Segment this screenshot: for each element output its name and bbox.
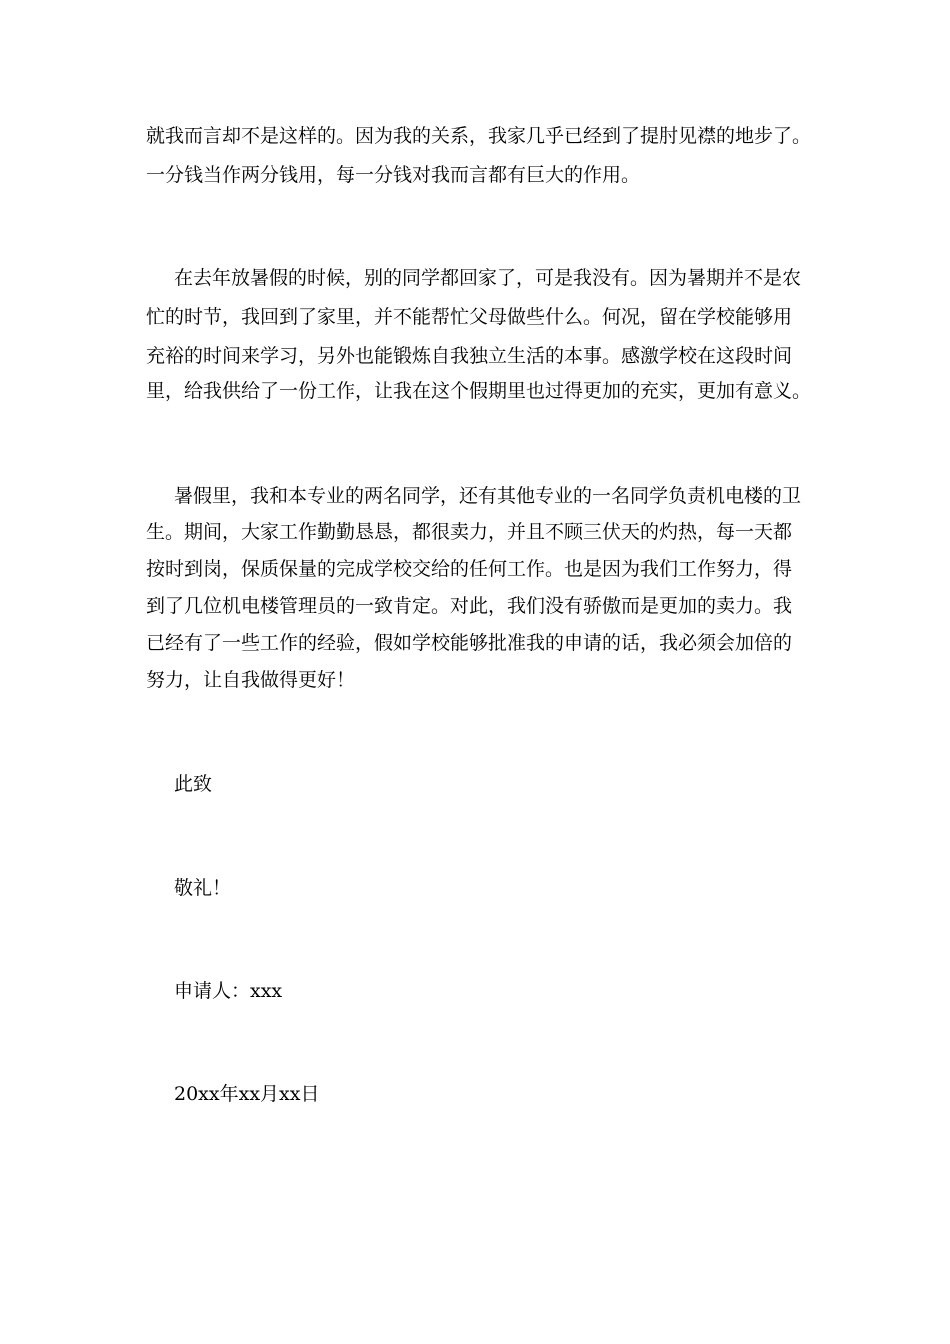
paragraph-3-line-3: 按时到岗，保质保量的完成学校交给的任何工作。也是因为我们工作努力，得 [146,558,793,580]
paragraph-3-line-2: 生。期间，大家工作勤勤恳恳，都很卖力，并且不顾三伏天的灼热，每一天都 [146,521,793,543]
paragraph-2-line-2: 忙的时节，我回到了家里，并不能帮忙父母做些什么。何况，留在学校能够用 [146,306,793,328]
paragraph-3-line-4: 到了几位机电楼管理员的一致肯定。对此，我们没有骄傲而是更加的卖力。我 [146,595,793,617]
paragraph-3-line-6: 努力，让自我做得更好！ [146,669,356,691]
paragraph-3-line-5: 已经有了一些工作的经验，假如学校能够批准我的申请的话，我必须会加倍的 [146,632,793,654]
paragraph-2-line-1: 在去年放暑假的时候，别的同学都回家了，可是我没有。因为暑期并不是农 [174,267,802,289]
paragraph-3-line-1: 暑假里，我和本专业的两名同学，还有其他专业的一名同学负责机电楼的卫 [174,485,802,507]
application-date: 20xx年xx月xx日 [174,1083,320,1105]
paragraph-1-line-2: 一分钱当作两分钱用，每一分钱对我而言都有巨大的作用。 [146,164,641,186]
paragraph-2-line-4: 里，给我供给了一份工作，让我在这个假期里也过得更加的充实，更加有意义。 [146,380,812,402]
applicant-name: 申请人：xxx [174,980,283,1002]
closing-regards: 敬礼！ [174,877,232,899]
paragraph-2-line-3: 充裕的时间来学习，另外也能锻炼自我独立生活的本事。感激学校在这段时间 [146,345,793,367]
paragraph-1-line-1: 就我而言却不是这样的。因为我的关系，我家几乎已经到了提肘见襟的地步了。 [146,125,812,147]
closing-salutation: 此致 [174,773,213,795]
